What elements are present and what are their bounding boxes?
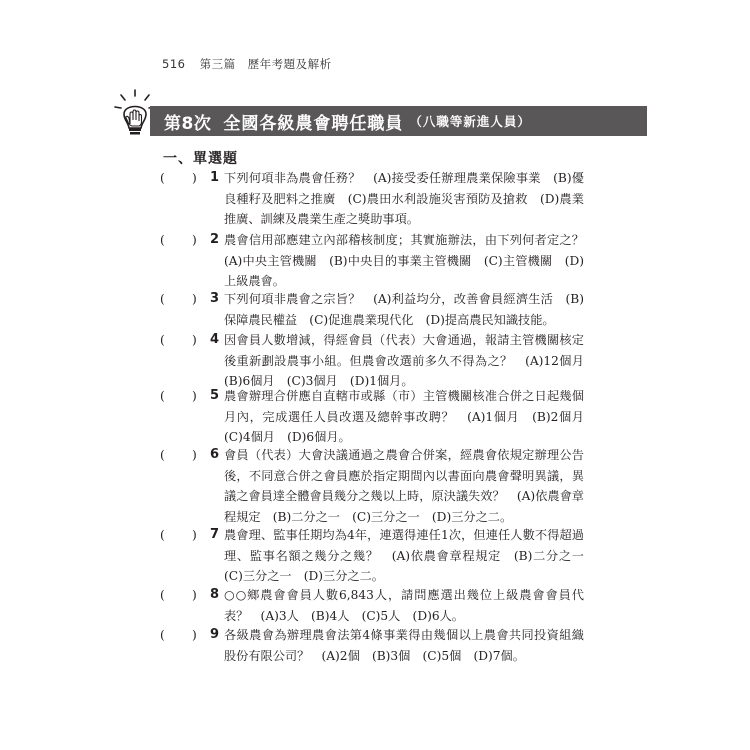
question-text: 因會員人數增減，得經會員（代表）大會通過，報請主管機關核定後重新劃設農事小組。但農會改選前多久不得為之？ (A)12個月 (B)6個月 (C)3個月 (D)1個月。 xyxy=(224,333,597,388)
running-head-text: 第三篇 歷年考題及解析 xyxy=(199,57,332,71)
page-number: 516 xyxy=(162,57,186,71)
answer-paren-right: ) xyxy=(192,233,197,247)
question-number: 9 xyxy=(210,627,220,642)
question-text: 下列何項非為農會任務？ (A)接受委任辦理農業保險事業 (B)優良種籽及肥料之推廣 (C)農田水利設施災害預防及搶救 (D)農業推廣、訓練及農業生產之獎助事項。 xyxy=(224,171,584,226)
question-number: 2 xyxy=(210,232,220,247)
running-head xyxy=(162,56,332,72)
answer-paren-right: ) xyxy=(192,389,197,403)
section-heading: 一、單選題 xyxy=(163,151,238,167)
question-number: 8 xyxy=(210,587,220,602)
exam-title-bar xyxy=(150,106,647,136)
exam-title: 全國各級農會聘任職員 xyxy=(223,113,404,134)
question-text: 各級農會為辦理農會法第4條事業得由幾個以上農會共同投資組織股份有限公司？ (A)2個 (B)3個 (C)5個 (D)7個。 xyxy=(224,628,584,663)
answer-paren-left: ( xyxy=(160,628,165,642)
answer-paren-left: ( xyxy=(160,389,165,403)
question-text: ○○鄉農會會員人數6,843人，請問應選出幾位上級農會會員代表？ (A)3人 (B)4人 (C)5人 (D)6人。 xyxy=(224,588,584,623)
answer-paren-right: ) xyxy=(192,528,197,542)
answer-paren-right: ) xyxy=(192,448,197,462)
answer-paren-right: ) xyxy=(192,171,197,185)
question-number: 6 xyxy=(210,447,220,462)
answer-paren-left: ( xyxy=(160,292,165,306)
question-number: 1 xyxy=(210,170,220,185)
question-number: 4 xyxy=(210,332,220,347)
exam-subtitle: （八職等新進人員） xyxy=(409,114,531,129)
answer-paren-left: ( xyxy=(160,333,165,347)
answer-paren-right: ) xyxy=(192,588,197,602)
question-number: 7 xyxy=(210,527,220,542)
answer-paren-left: ( xyxy=(160,448,165,462)
question-text: 農會辦理合併應自直轄市或縣（市）主管機關核准合併之日起幾個月內，完成選任人員改選及總幹事改聘？ (A)1個月 (B)2個月 (C)4個月 (D)6個月。 xyxy=(224,389,597,444)
question-number: 3 xyxy=(210,291,220,306)
question-text: 下列何項非農會之宗旨？ (A)利益均分，改善會員經濟生活 (B)保障農民權益 (C)促進農業現代化 (D)提高農民知識技能。 xyxy=(224,292,584,327)
answer-paren-right: ) xyxy=(192,628,197,642)
answer-paren-right: ) xyxy=(192,333,197,347)
question-text: 會員（代表）大會決議通過之農會合併案，經農會依規定辦理公告後，不同意合併之會員應於指定期間內以書面向農會聲明異議，異議之會員達全體會員幾分之幾以上時，原決議失效？ (A)依農會章程規定 (B)二分之一 (C)三分之一 (D)三分之二。 xyxy=(224,448,584,524)
question-text: 農會理、監事任期均為4年，連選得連任1次，但連任人數不得超過理、監事名額之幾分之幾？ (A)依農會章程規定 (B)二分之一 (C)三分之一 (D)三分之二。 xyxy=(224,528,597,583)
question-text: 農會信用部應建立內部稽核制度；其實施辦法，由下列何者定之？ (A)中央主管機關 (B)中央目的事業主管機關 (C)主管機關 (D)上級農會。 xyxy=(224,233,597,288)
answer-paren-left: ( xyxy=(160,171,165,185)
exam-number: 第8次 xyxy=(164,113,212,134)
question-number: 5 xyxy=(210,388,220,403)
answer-paren-right: ) xyxy=(192,292,197,306)
answer-paren-left: ( xyxy=(160,528,165,542)
answer-paren-left: ( xyxy=(160,233,165,247)
answer-paren-left: ( xyxy=(160,588,165,602)
